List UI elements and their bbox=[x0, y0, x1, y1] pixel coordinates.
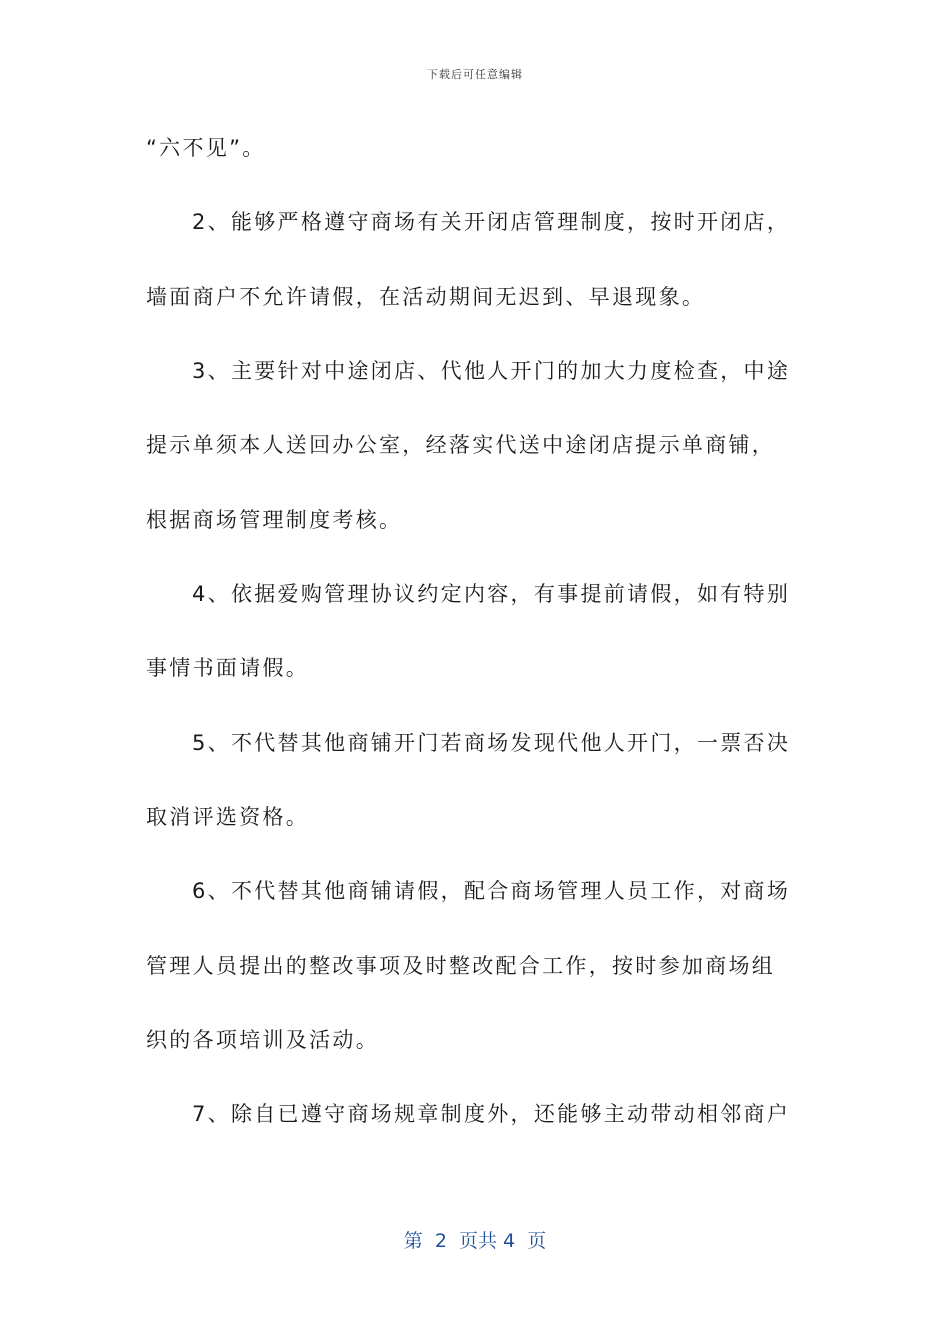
text-line: 织的各项培训及活动。 bbox=[146, 1028, 379, 1052]
header-note: 下载后可任意编辑 bbox=[427, 68, 523, 81]
text-line: 4、依据爱购管理协议约定内容，有事提前请假，如有特别 bbox=[192, 582, 791, 606]
text-line: 3、主要针对中途闭店、代他人开门的加大力度检查，中途 bbox=[192, 359, 791, 383]
text-line: 根据商场管理制度考核。 bbox=[146, 508, 403, 532]
text-line: 6、不代替其他商铺请假，配合商场管理人员工作，对商场 bbox=[192, 879, 791, 903]
text-line: 5、不代替其他商铺开门若商场发现代他人开门，一票否决 bbox=[192, 731, 791, 755]
text-line: 提示单须本人送回办公室，经落实代送中途闭店提示单商铺， bbox=[146, 433, 776, 457]
text-line: “六不见”。 bbox=[146, 136, 266, 160]
text-line: 7、除自已遵守商场规章制度外，还能够主动带动相邻商户 bbox=[192, 1102, 791, 1126]
text-line: 事情书面请假。 bbox=[146, 656, 310, 680]
text-line: 墙面商户不允许请假，在活动期间无迟到、早退现象。 bbox=[146, 285, 706, 309]
text-line: 取消评选资格。 bbox=[146, 805, 310, 829]
text-line: 2、能够严格遵守商场有关开闭店管理制度，按时开闭店， bbox=[192, 210, 791, 234]
text-line: 管理人员提出的整改事项及时整改配合工作，按时参加商场组 bbox=[146, 954, 776, 978]
page-number-footer: 第 2 页共 4 页 bbox=[403, 1230, 547, 1252]
